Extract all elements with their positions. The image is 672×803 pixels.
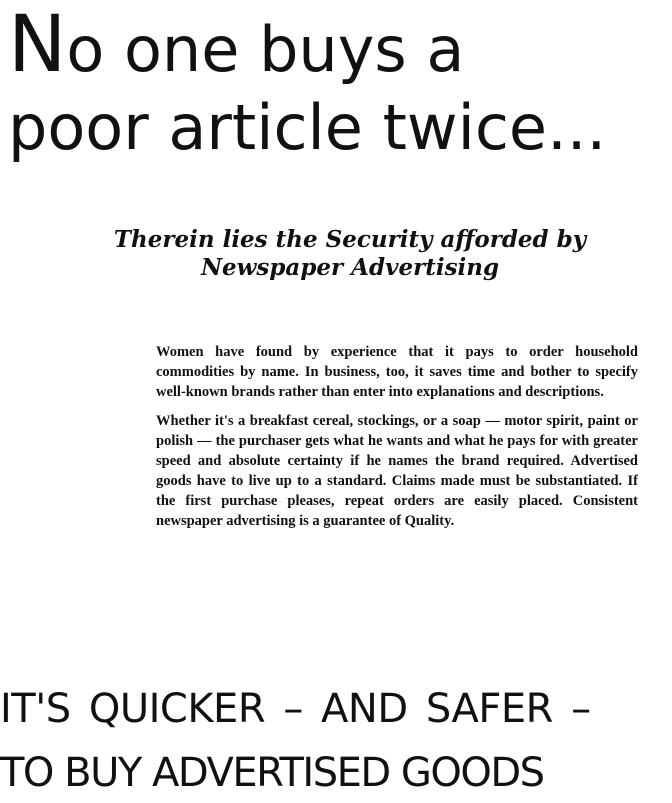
- body-copy: [156, 342, 638, 540]
- subheading-line-1: Therein lies the Security afforded by: [113, 226, 587, 253]
- body-paragraph-1: Women have found by experience that it pays to order household commodities by name. In business, too, it saves time and bother to specify well-known brands rather than enter into explanations and descriptions.: [156, 344, 638, 400]
- headline-line-1-text: o one buys a: [66, 13, 465, 86]
- headline-drop-letter: N: [8, 0, 67, 90]
- headline-line-2: poor article twice...: [8, 91, 607, 164]
- footer-slogan-line-2: TO BUY ADVERTISED GOODS: [0, 750, 544, 796]
- headline-line-1: [8, 0, 465, 90]
- subheading-line-2: Newspaper Advertising: [200, 254, 500, 281]
- subheading: [60, 226, 640, 282]
- headline: [8, 0, 668, 167]
- footer-slogan-line-1: IT'S QUICKER – AND SAFER –: [0, 686, 591, 732]
- body-paragraph-2: Whether it's a breakfast cereal, stockings, or a soap — motor spirit, paint or polish — the purchaser gets what he wants and what he pays for with greater speed and absolute certainty if he names the brand required. Advertised goods have to live up to a standard. Claims made must be substantiated. If the first purchase pleases, repeat orders are easily placed. Consistent newspaper advertising is a guarantee of Quality.: [156, 413, 638, 529]
